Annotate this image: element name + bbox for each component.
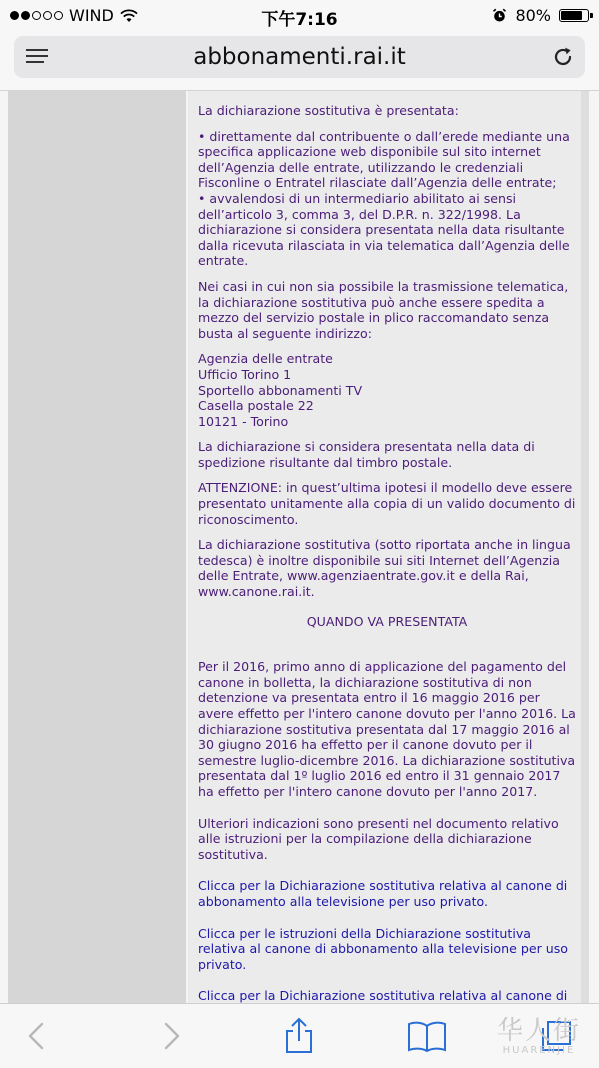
right-border <box>581 91 589 1003</box>
back-icon[interactable] <box>18 1018 58 1054</box>
left-sidebar <box>8 91 186 1003</box>
paragraph-postal: Nei casi in cui non sia possibile la trasmissione telematica, la dichiarazione sostitutiva può anche essere spedita a mezzo del servizio postale in plico raccomandato senza busta al seguente indirizzo: <box>198 278 569 341</box>
status-bar <box>0 0 599 30</box>
web-page[interactable] <box>0 91 599 1003</box>
clock: 下午7:16 <box>261 10 338 30</box>
article-content <box>198 103 576 1036</box>
carrier-name: WIND <box>69 6 114 25</box>
battery-icon <box>559 9 589 22</box>
battery-percent: 80% <box>515 6 551 25</box>
paragraph-intro: La dichiarazione sostitutiva è presentata: <box>198 103 459 118</box>
browser-header <box>0 30 599 91</box>
alarm-icon <box>492 8 507 23</box>
browser-toolbar <box>0 1003 599 1068</box>
share-icon[interactable] <box>279 1018 319 1054</box>
postal-address: Agenzia delle entrate Ufficio Torino 1 Sportello abbonamenti TV Casella postale 22 10121 - Torino <box>198 351 363 429</box>
section-heading: QUANDO VA PRESENTATA <box>306 613 468 629</box>
reload-icon[interactable] <box>551 45 575 69</box>
watermark-main: 华人街 <box>496 1016 581 1046</box>
paragraph-availability: La dichiarazione sostitutiva (sotto riportata anche in lingua tedesca) è inoltre disponibile sui siti Internet dell’Agenzia delle Entrate, www.agenziaentrate.gov.it e della Rai, www.canone.rai.it. <box>198 537 571 600</box>
paragraph-deadlines: Per il 2016, primo anno di applicazione del pagamento del canone in bolletta, la dichiarazione sostitutiva di non detenzione va presentata entro il 16 maggio 2016 per avere effetto per l'intero canone dovuto per l'anno 2016. La dichiarazione sostitutiva presentata dal 17 maggio 2016 al 30 giugno 2016 ha effetto per il canone dovuto per il semestre luglio-dicembre 2016. La dichiarazione sostitutiva presentata dal 1º luglio 2016 ed entro il 31 gennaio 2017 ha effetto per l'intero canone dovuto per l'anno 2017. <box>198 659 576 799</box>
paragraph-further-info: Ulteriori indicazioni sono presenti nel documento relativo alle istruzioni per la compilazione della dichiarazione sostitutiva. <box>198 815 559 862</box>
link-declaration-version[interactable]: Clicca per la Dichiarazione sostitutiva relativa al canone di <box>198 988 568 1004</box>
link-instructions[interactable]: Clicca per le istruzioni della Dichiarazione sostitutiva relativa al canone di abbonamento alla televisione per uso privato. <box>198 925 568 972</box>
paragraph-methods: • direttamente dal contribuente o dall’erede mediante una specifica applicazione web disponibile sul sito internet dell’Agenzia delle entrate, utilizzando le credenziali Fisconline o Entratel rilasciate dall’Agenzia delle entrate; • avvalendosi di un intermediario abilitato ai sensi dell’articolo 3, comma 3, del D.P.R. n. 322/1998. La dichiarazione si considera presentata nella data risultante dalla ricevuta rilasciata in via telematica dall’Agenzia delle entrate. <box>198 128 570 269</box>
url-text[interactable]: abbonamenti.rai.it <box>193 44 406 70</box>
address-bar[interactable] <box>14 36 585 78</box>
paragraph-attention: ATTENZIONE: in quest’ultima ipotesi il modello deve essere presentato unitamente alla copia di un valido documento di riconoscimento. <box>198 480 576 527</box>
watermark-sub: HUARENJIE <box>502 1045 576 1056</box>
bookmarks-icon[interactable] <box>406 1018 448 1054</box>
link-declaration[interactable]: Clicca per la Dichiarazione sostitutiva relativa al canone di abbonamento alla televisione per uso privato. <box>198 878 568 909</box>
forward-icon[interactable] <box>150 1018 190 1054</box>
status-right <box>492 6 589 25</box>
watermark <box>497 1010 581 1056</box>
paragraph-postmark: La dichiarazione si considera presentata nella data di spedizione risultante dal timbro postale. <box>198 439 535 470</box>
